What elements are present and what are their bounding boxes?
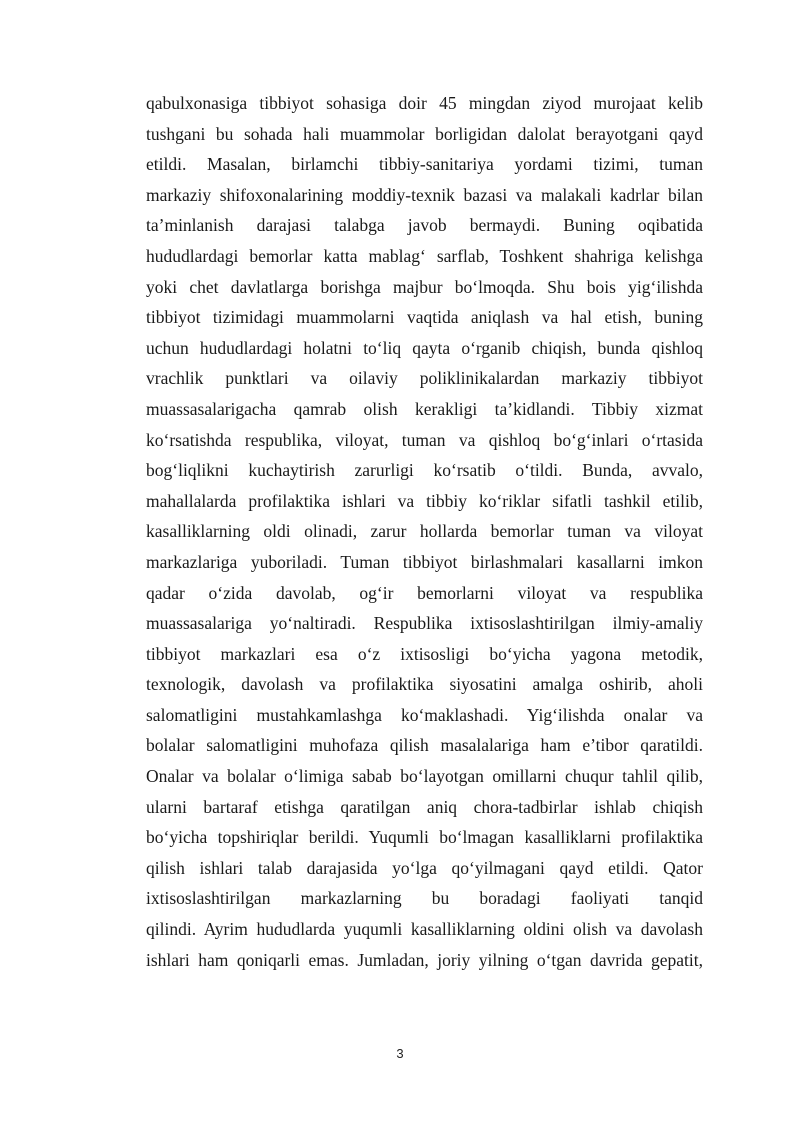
text-line: qadar o‘zida davolab, og‘ir bemorlarni viloyat va respublika bbox=[146, 582, 703, 603]
text-line: etildi. Masalan, birlamchi tibbiy-sanitariya yordami tizimi, tuman bbox=[146, 154, 703, 175]
text-line: bolalar salomatligini muhofaza qilish masalalariga ham e’tibor qaratildi. bbox=[146, 735, 703, 756]
text-line: ixtisoslashtirilgan markazlarning bu boradagi faoliyati tanqid bbox=[146, 888, 703, 909]
text-line: ularni bartaraf etishga qaratilgan aniq chora-tadbirlar ishlab chiqish bbox=[146, 796, 703, 817]
text-line: muassasalarigacha qamrab olish kerakligi ta’kidlandi. Tibbiy xizmat bbox=[146, 398, 703, 419]
text-line: muassasalariga yo‘naltiradi. Respublika ixtisoslashtirilgan ilmiy-amaliy bbox=[146, 613, 703, 634]
page-number: 3 bbox=[396, 1046, 404, 1061]
text-line: salomatligini mustahkamlashga ko‘maklashadi. Yig‘ilishda onalar va bbox=[146, 704, 703, 725]
text-line: bog‘liqlikni kuchaytirish zarurligi ko‘rsatib o‘tildi. Bunda, avvalo, bbox=[146, 460, 703, 481]
text-line: qabulxonasiga tibbiyot sohasiga doir 45 mingdan ziyod murojaat kelib bbox=[146, 93, 703, 113]
text-line: kasalliklarning oldi olinadi, zarur hollarda bemorlar tuman va viloyat bbox=[146, 521, 703, 542]
text-line: tushgani bu sohada hali muammolar borligidan dalolat berayotgani qayd bbox=[146, 123, 703, 144]
body-paragraph bbox=[146, 88, 703, 975]
text-line: ishlari ham qoniqarli emas. Jumladan, joriy yilning o‘tgan davrida gepatit, bbox=[146, 949, 703, 970]
text-line: qilindi. Ayrim hududlarda yuqumli kasalliklarning oldini olish va davolash bbox=[146, 919, 703, 940]
text-line: Onalar va bolalar o‘limiga sabab bo‘layotgan omillarni chuqur tahlil qilib, bbox=[146, 766, 703, 787]
text-line: markazlariga yuboriladi. Tuman tibbiyot birlashmalari kasallarni imkon bbox=[146, 551, 703, 572]
text-line: qilish ishlari talab darajasida yo‘lga qo‘yilmagani qayd etildi. Qator bbox=[146, 857, 703, 878]
text-line: texnologik, davolash va profilaktika siyosatini amalga oshirib, aholi bbox=[146, 674, 703, 695]
text-line: tibbiyot tizimidagi muammolarni vaqtida aniqlash va hal etish, buning bbox=[146, 307, 703, 328]
text-line: yoki chet davlatlarga borishga majbur bo‘lmoqda. Shu bois yig‘ilishda bbox=[146, 276, 703, 297]
text-line: ta’minlanish darajasi talabga javob bermaydi. Buning oqibatida bbox=[146, 215, 703, 236]
text-line: ko‘rsatishda respublika, viloyat, tuman va qishloq bo‘g‘inlari o‘rtasida bbox=[146, 429, 703, 450]
text-line: uchun hududlardagi holatni to‘liq qayta o‘rganib chiqish, bunda qishloq bbox=[146, 337, 703, 358]
text-line: vrachlik punktlari va oilaviy poliklinikalardan markaziy tibbiyot bbox=[146, 368, 703, 389]
text-line: bo‘yicha topshiriqlar berildi. Yuqumli bo‘lmagan kasalliklarni profilaktika bbox=[146, 827, 703, 848]
text-line: hududlardagi bemorlar katta mablag‘ sarflab, Toshkent shahriga kelishga bbox=[146, 245, 703, 266]
text-line: tibbiyot markazlari esa o‘z ixtisosligi bo‘yicha yagona metodik, bbox=[146, 643, 703, 664]
text-line: mahallalarda profilaktika ishlari va tibbiy ko‘riklar sifatli tashkil etilib, bbox=[146, 490, 703, 511]
text-line: markaziy shifoxonalarining moddiy-texnik bazasi va malakali kadrlar bilan bbox=[146, 184, 703, 205]
